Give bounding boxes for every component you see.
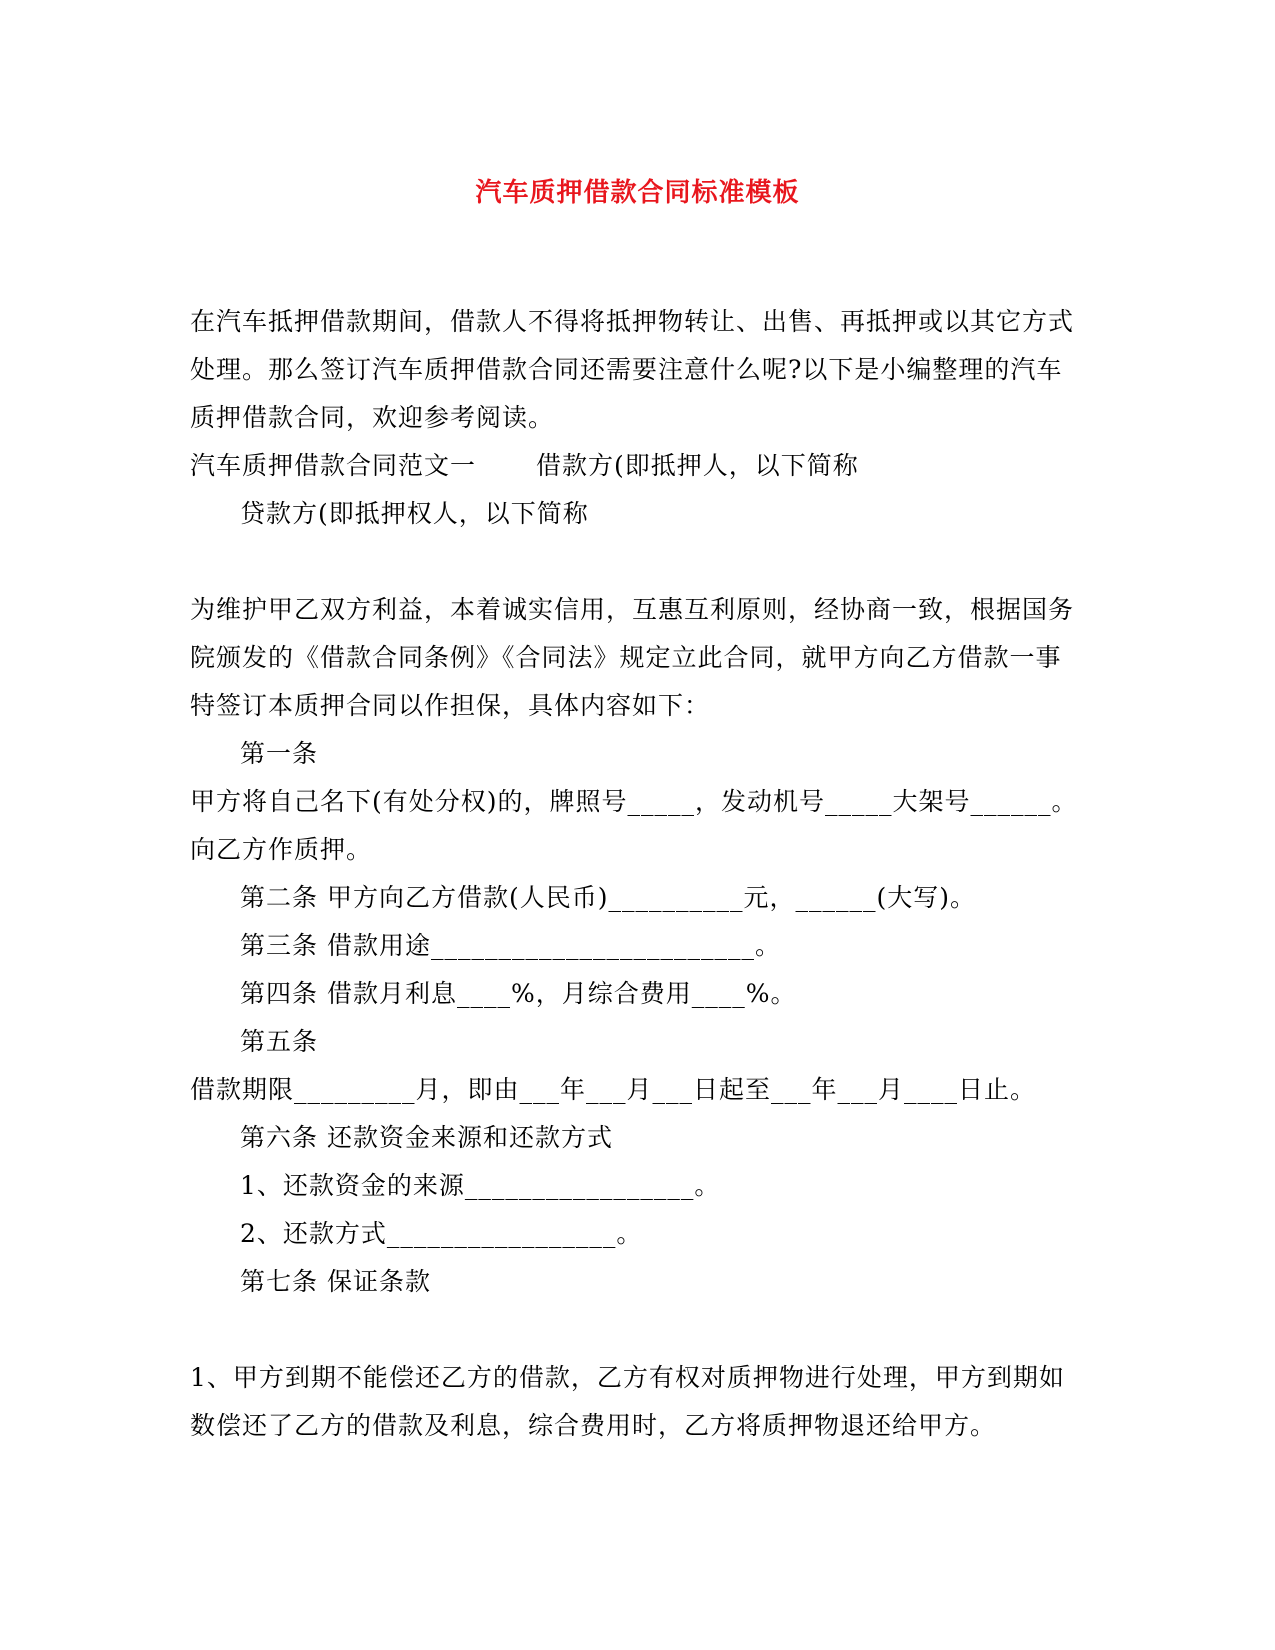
intro-paragraph: 在汽车抵押借款期间，借款人不得将抵押物转让、出售、再抵押或以其它方式处理。那么签订汽车质押借款合同还需要注意什么呢?以下是小编整理的汽车质押借款合同，欢迎参考阅读。 bbox=[190, 307, 1075, 432]
article-4: 第四条 借款月利息____%，月综合费用____%。 bbox=[240, 979, 797, 1008]
article-6-heading: 第六条 还款资金来源和还款方式 bbox=[240, 1123, 613, 1152]
article-3: 第三条 借款用途________________________。 bbox=[240, 931, 781, 960]
article-7-heading: 第七条 保证条款 bbox=[240, 1267, 431, 1296]
preamble-paragraph: 为维护甲乙双方利益，本着诚实信用，互惠互利原则，经协商一致，根据国务院颁发的《借款合同条例》《合同法》规定立此合同，就甲方向乙方借款一事特签订本质押合同以作担保，具体内容如下： bbox=[190, 595, 1075, 720]
parties-line bbox=[190, 442, 1085, 490]
article-1-heading: 第一条 bbox=[240, 739, 319, 768]
lender-label: 贷款方(即抵押权人，以下简称 bbox=[240, 499, 589, 528]
article-5-body: 借款期限_________月，即由___年___月___日起至___年___月____日止。 bbox=[190, 1075, 1037, 1104]
article-2: 第二条 甲方向乙方借款(人民币)__________元，______(大写)。 bbox=[240, 883, 976, 912]
article-7-item-1: 1、甲方到期不能偿还乙方的借款，乙方有权对质押物进行处理，甲方到期如数偿还了乙方的借款及利息，综合费用时，乙方将质押物退还给甲方。 bbox=[190, 1363, 1065, 1440]
document-title: 汽车质押借款合同标准模板 bbox=[475, 178, 800, 208]
article-5-heading: 第五条 bbox=[240, 1027, 319, 1056]
article-6-item-1: 1、还款资金的来源_________________。 bbox=[240, 1171, 721, 1200]
borrower-label: 借款方(即抵押人，以下简称 bbox=[536, 451, 859, 480]
document-body bbox=[190, 298, 1085, 1450]
article-1-body: 甲方将自己名下(有处分权)的，牌照号_____，发动机号_____大架号______。向乙方作质押。 bbox=[190, 787, 1078, 864]
article-6-item-2: 2、还款方式_________________。 bbox=[240, 1219, 643, 1248]
sample-title: 汽车质押借款合同范文一 bbox=[190, 451, 477, 480]
